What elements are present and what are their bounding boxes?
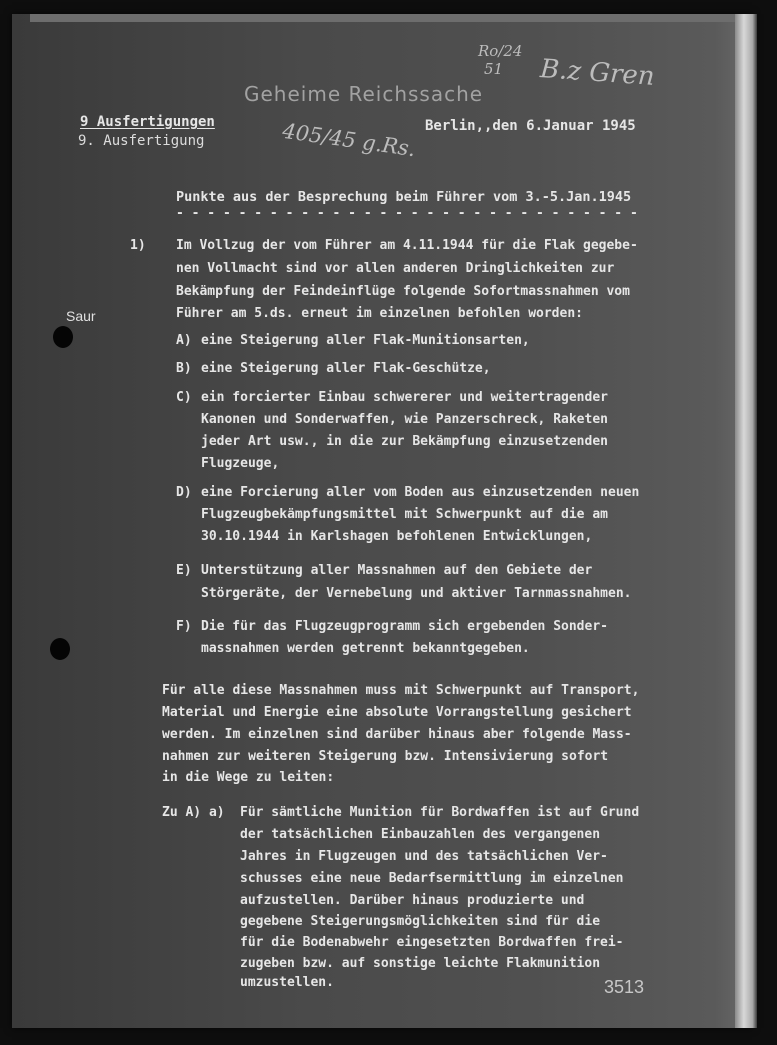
intro-line: Führer am 5.ds. erneut im einzelnen befohlen worden: [176,306,583,321]
place-date: Berlin,,den 6.Januar 1945 [425,118,636,134]
paragraph-line: Für alle diese Massnahmen muss mit Schwerpunkt auf Transport, [162,683,640,698]
item-label: A) [176,333,192,348]
item-line: eine Steigerung aller Flak-Munitionsarten, [201,333,530,348]
item-line: Kanonen und Sonderwaffen, wie Panzerschreck, Raketen [201,412,608,427]
sub-item-line: umzustellen. [240,975,334,990]
sub-item-line: für die Bodenabwehr eingesetzten Bordwaffen frei- [240,935,624,950]
item-label: C) [176,390,192,405]
paper-top-edge [30,14,750,22]
section-number: 1) [130,238,146,253]
copies-total: 9 Ausfertigungen [80,114,215,130]
item-line: Störgeräte, der Vernebelung und aktiver Tarnmassnahmen. [201,586,632,601]
sub-item-line: gegebene Steigerungsmöglichkeiten sind für die [240,914,601,929]
item-line: Flugzeuge, [201,456,280,471]
paragraph-line: nahmen zur weiteren Steigerung bzw. Intensivierung sofort [162,749,609,764]
sub-item-line: aufzustellen. Darüber hinaus produzierte und [240,893,585,908]
item-label: F) [176,619,192,634]
item-line: jeder Art usw., in die zur Bekämpfung einzusetzenden [201,434,608,449]
item-label: D) [176,485,192,500]
intro-line: Bekämpfung der Feindeinflüge folgende Sofortmassnahmen vom [176,284,630,299]
title-rule: - - - - - - - - - - - - - - - - - - - - - - - - - - - - - - [176,206,638,221]
handwritten-ref-top: Ro/24 [478,42,523,60]
paper-right-edge [735,14,757,1028]
sub-item-line: Jahres in Flugzeugen und des tatsächlichen Ver- [240,849,608,864]
item-line: Flugzeugbekämpfungsmittel mit Schwerpunkt auf die am [201,507,608,522]
paragraph-line: werden. Im einzelnen sind darüber hinaus aber folgende Mass- [162,727,632,742]
sub-item-line: zugeben bzw. auf sonstige leichte Flakmunition [240,956,601,971]
page-number: 3513 [604,977,645,997]
item-line: 30.10.1944 in Karlshagen befohlenen Entwicklungen, [201,529,593,544]
item-line: eine Steigerung aller Flak-Geschütze, [201,361,491,376]
handwritten-ref-top-2: 51 [484,60,504,78]
item-line: Die für das Flugzeugprogramm sich ergebenden Sonder- [201,619,608,634]
item-label: E) [176,563,192,578]
document-title: Punkte aus der Besprechung beim Führer vom 3.-5.Jan.1945 [176,189,632,205]
sub-item-label: Zu A) a) [162,805,225,820]
handwritten-signature: B.z Gren [539,54,656,92]
handwritten-ref-mid: 405/45 g.Rs. [280,118,417,162]
item-line: eine Forcierung aller vom Boden aus einzusetzenden neuen [201,485,640,500]
punch-hole-lower [50,638,70,660]
item-line: massnahmen werden getrennt bekanntgegeben. [201,641,530,656]
item-line: Unterstützung aller Massnahmen auf den Gebiete der [201,563,593,578]
item-label: B) [176,361,192,376]
classification-stamp: Geheime Reichssache [244,82,484,106]
sub-item-line: der tatsächlichen Einbauzahlen des vergangenen [240,827,601,842]
copy-number: 9. Ausfertigung [78,133,205,149]
sub-item-line: Für sämtliche Munition für Bordwaffen ist auf Grund [240,805,640,820]
intro-line: nen Vollmacht sind vor allen anderen Dringlichkeiten zur [176,261,615,276]
paragraph-line: in die Wege zu leiten: [162,770,335,785]
item-line: ein forcierter Einbau schwererer und weitertragender [201,390,608,405]
sub-item-line: schusses eine neue Bedarfsermittlung im einzelnen [240,871,624,886]
paragraph-line: Material und Energie eine absolute Vorrangstellung gesichert [162,705,632,720]
margin-note: Saur [66,308,96,324]
intro-line: Im Vollzug der vom Führer am 4.11.1944 für die Flak gegebe- [176,238,638,253]
punch-hole-upper [53,326,73,348]
